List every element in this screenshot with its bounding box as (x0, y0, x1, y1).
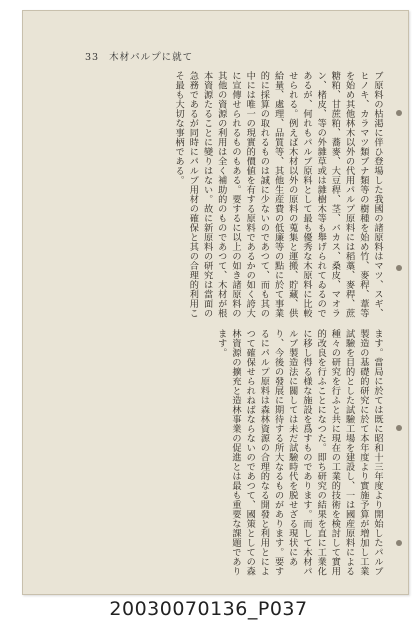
running-header (85, 49, 193, 63)
body-text-lower: ます。當局に於ては既に昭和十三年度より開始したパルプ製造の基礎的研究に於て本年度より實施予算が増加し工業試驗を目的とした試驗工場を建設し、一は國産原料による種々の研究を行ふと共に現在の工業的技術を検討して實用的改良を行ふことになつた。即ち研究の結果を直に工業化に移し得る様な施設を爲すものであります。而して木材パルプ製造法に關しては未だ試驗時代を脱せざる現状にあり、今後の發展に期待する所大なるものがあります。要するにパルプ原料は森林資源の合理的なる開發と利用とによつて確保せられねばならないのであつて、國策としての森林資源の擴充と造林事業の促進とは最も重要な課題であります。 (215, 329, 383, 576)
binding-hole (396, 110, 402, 116)
archive-id-caption: 20030070136_P037 (109, 598, 308, 620)
binding-hole (396, 265, 402, 271)
body-text-upper: ブ原料の枯渇に伴ひ登場した我國の諸原料はマツ、スギ、ヒノキ、カラマツ類ブナ類等の樹種を始め竹、麥稈、葦等を始め其他林木以外の代用パルプ原料には稻藁、麥稈、蔗糖粕、甘蔗粕、蕎麥、大豆稈、茎、バカス、桑皮、マオラン、楮皮、等の外雜草或は雜樹木等も舉げられてゐるのであるが、何れもパルプ原料として最も優秀な木原料に比較せられる。例えば木材以外の原料の蒐集と運搬、貯藏、供給量、處理、品質等、其他生産費の低廉等の點に於て事業的に採算の取れるものは誠に少ないのであつて、而も其の中には唯一の現實的價値を有する原料であるかの如く誇大に宣傳せられるものもある。要するに以上の如き諸原料の其他の資源の利用は全く補助的のものであつて、木材が根本資源たることに變りはない。故に新原料の研究は當面の急務であるが同時にパルプ用材の確保と其の合理的利用こそ最も大切な事柄である。 (173, 71, 383, 318)
binding-hole (396, 425, 402, 431)
running-title: 木材パルプに就て (109, 52, 194, 63)
page-number: 33 (85, 52, 100, 63)
binding-hole (396, 540, 402, 546)
document-page (22, 10, 409, 595)
